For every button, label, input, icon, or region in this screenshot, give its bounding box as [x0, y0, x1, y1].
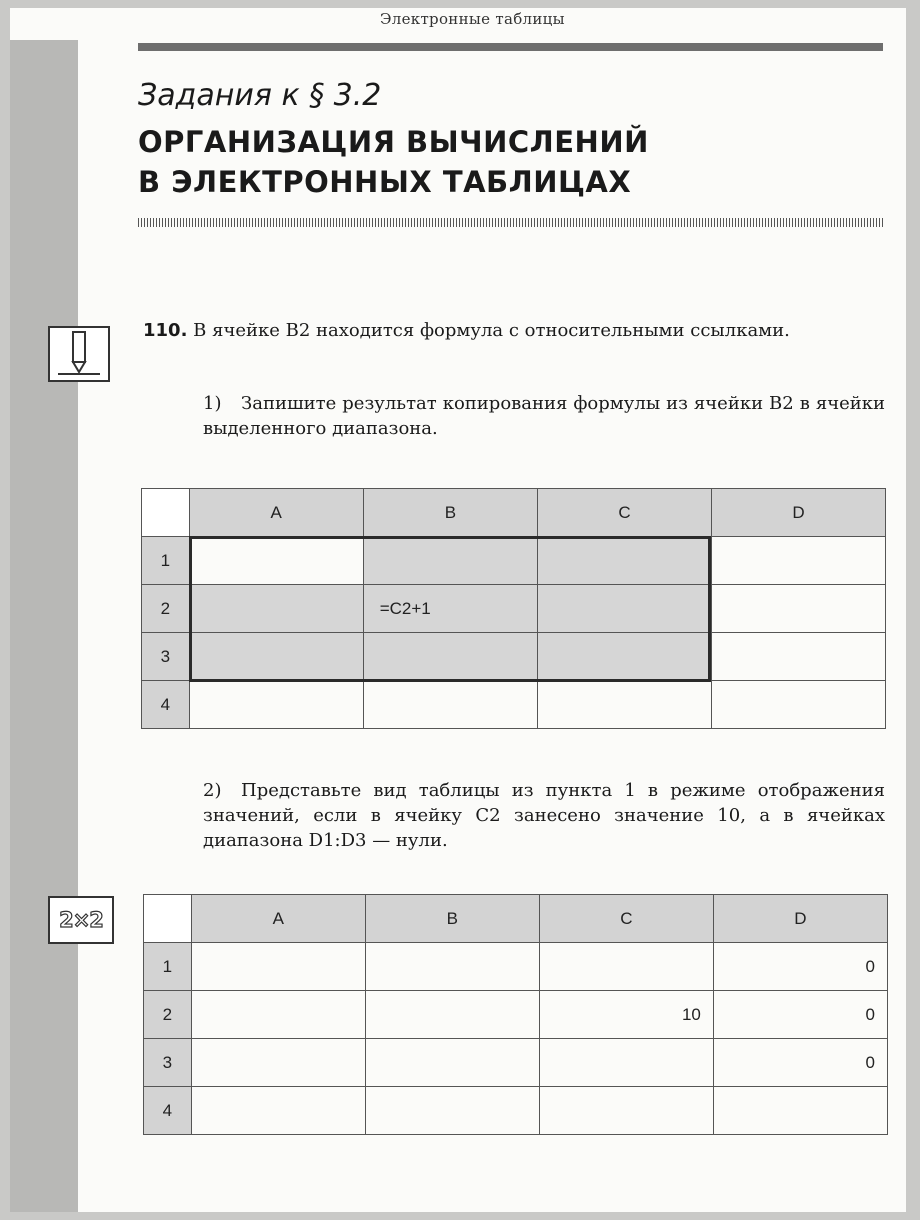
cell-d4 — [711, 681, 885, 729]
cell-b2: =C2+1 — [363, 585, 537, 633]
cell-d3: 0 — [713, 1039, 887, 1087]
cell-a3 — [191, 1039, 365, 1087]
cell-b3 — [365, 1039, 539, 1087]
header-rule — [138, 43, 883, 51]
cell-a1 — [189, 537, 363, 585]
cell-a4 — [191, 1087, 365, 1135]
section-subtitle: Задания к § 3.2 — [138, 78, 382, 113]
row-header: 3 — [144, 1039, 192, 1087]
table-row — [142, 681, 886, 729]
corner-cell — [144, 895, 192, 943]
task-item-1-text: Запишите результат копирования формулы из ячейки B2 в ячейки выделенного диапазона. — [203, 393, 885, 439]
running-header: Электронные таблицы — [380, 10, 565, 28]
row-header: 2 — [142, 585, 190, 633]
cell-a3 — [189, 633, 363, 681]
cell-c3 — [538, 633, 712, 681]
row-header: 1 — [142, 537, 190, 585]
cell-b4 — [363, 681, 537, 729]
task-item-1 — [203, 391, 885, 441]
title-rule — [138, 218, 883, 227]
row-header: 4 — [142, 681, 190, 729]
task-item-2-label: 2) — [203, 780, 222, 801]
pen-icon — [50, 328, 108, 380]
cell-c1 — [539, 943, 713, 991]
table-row — [144, 943, 888, 991]
spreadsheet-values — [143, 894, 888, 1135]
column-header-c: C — [539, 895, 713, 943]
header-row — [142, 489, 886, 537]
cell-d1: 0 — [713, 943, 887, 991]
cell-b1 — [363, 537, 537, 585]
column-header-b: B — [365, 895, 539, 943]
cell-a4 — [189, 681, 363, 729]
cell-b1 — [365, 943, 539, 991]
cell-b2 — [365, 991, 539, 1039]
column-header-d: D — [711, 489, 885, 537]
row-header: 4 — [144, 1087, 192, 1135]
cell-b3 — [363, 633, 537, 681]
cell-c3 — [539, 1039, 713, 1087]
row-header: 1 — [144, 943, 192, 991]
column-header-a: A — [189, 489, 363, 537]
cell-a1 — [191, 943, 365, 991]
calc-icon-label: 2×2 — [59, 908, 103, 932]
page-margin-strip — [10, 40, 78, 1212]
task-110 — [143, 318, 885, 343]
section-title-line-2: В ЭЛЕКТРОННЫХ ТАБЛИЦАХ — [138, 165, 632, 199]
table-row — [142, 633, 886, 681]
cell-d1 — [711, 537, 885, 585]
cell-d4 — [713, 1087, 887, 1135]
table-row — [144, 991, 888, 1039]
task-item-2-text: Представьте вид таблицы из пункта 1 в режиме отображения значений, если в ячейку C2 занесено значение 10, а в ячейках диапазона D1:D3 — нули. — [203, 780, 885, 851]
row-header: 2 — [144, 991, 192, 1039]
table-row — [144, 1087, 888, 1135]
corner-cell — [142, 489, 190, 537]
cell-c1 — [538, 537, 712, 585]
column-header-d: D — [713, 895, 887, 943]
table-row — [142, 537, 886, 585]
cell-d3 — [711, 633, 885, 681]
task-number: 110. — [143, 320, 188, 341]
cell-d2: 0 — [713, 991, 887, 1039]
write-task-icon — [48, 326, 110, 382]
spreadsheet-formulas — [141, 488, 886, 729]
task-item-2 — [203, 778, 885, 853]
section-title-line-1: ОРГАНИЗАЦИЯ ВЫЧИСЛЕНИЙ — [138, 125, 649, 159]
task-text: В ячейке B2 находится формула с относительными ссылками. — [193, 320, 790, 341]
row-header: 3 — [142, 633, 190, 681]
section-title — [138, 122, 649, 202]
cell-d2 — [711, 585, 885, 633]
cell-a2 — [189, 585, 363, 633]
column-header-c: C — [538, 489, 712, 537]
calculation-task-icon — [48, 896, 114, 944]
cell-c4 — [538, 681, 712, 729]
cell-b4 — [365, 1087, 539, 1135]
cell-c2: 10 — [539, 991, 713, 1039]
column-header-a: A — [191, 895, 365, 943]
task-item-1-label: 1) — [203, 393, 222, 414]
cell-a2 — [191, 991, 365, 1039]
table-row — [142, 585, 886, 633]
cell-c2 — [538, 585, 712, 633]
header-row — [144, 895, 888, 943]
cell-c4 — [539, 1087, 713, 1135]
table-row — [144, 1039, 888, 1087]
column-header-b: B — [363, 489, 537, 537]
